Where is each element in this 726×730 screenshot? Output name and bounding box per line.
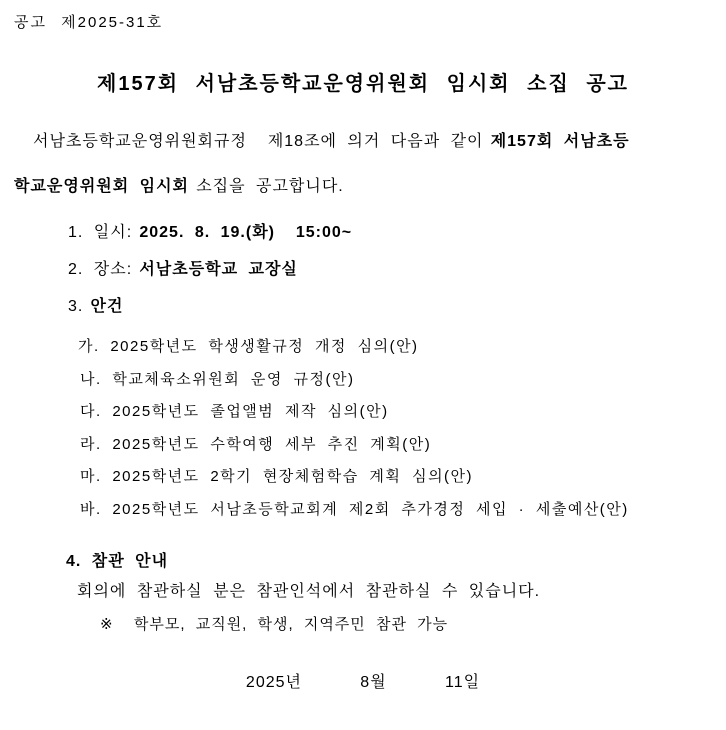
document-date: 2025년 8월 11일 — [245, 674, 481, 691]
intro-line-2-bold: 학교운영위원회 임시회 — [14, 178, 190, 195]
intro-line-1-bold: 제157회 서남초등 — [490, 133, 630, 150]
section4-body: 회의에 참관하실 분은 참관인석에서 참관하실 수 있습니다. — [77, 583, 541, 600]
item-location — [68, 259, 298, 281]
notice-number: 공고 제2025-31호 — [14, 14, 164, 31]
agenda-item-da: 다. 2025학년도 졸업앨범 제작 심의(안) — [80, 403, 389, 420]
agenda-item-ma: 마. 2025학년도 2학기 현장체험학습 계획 심의(안) — [80, 468, 474, 485]
intro-line-2-regular: 소집을 공고합니다. — [196, 178, 344, 195]
document-title: 제157회 서남초등학교운영위원회 임시회 소집 공고 — [97, 73, 629, 95]
item-agenda-value: 안건 — [90, 298, 124, 315]
item-agenda-heading — [68, 296, 123, 318]
section4-heading: 4. 참관 안내 — [66, 553, 169, 570]
agenda-item-ga: 가. 2025학년도 학생생활규정 개정 심의(안) — [78, 338, 419, 355]
agenda-item-ra: 라. 2025학년도 수학여행 세부 추진 계획(안) — [80, 436, 432, 453]
item-location-value: 서남초등학교 교장실 — [139, 261, 298, 278]
agenda-item-ba: 바. 2025학년도 서남초등학교회계 제2회 추가경정 세입 · 세출예산(안) — [80, 501, 629, 518]
intro-line-1-regular: 서남초등학교운영위원회규정 제18조에 의거 다음과 같이 — [33, 133, 484, 150]
item-datetime — [68, 222, 352, 244]
item-datetime-value: 2025. 8. 19.(화) 15:00~ — [139, 224, 353, 241]
item-location-label: 2. 장소: — [68, 261, 133, 278]
item-datetime-label: 1. 일시: — [68, 224, 133, 241]
section4-note: ※ 학부모, 교직원, 학생, 지역주민 참관 가능 — [100, 616, 449, 633]
intro-line-1 — [33, 131, 630, 153]
agenda-item-na: 나. 학교체육소위원회 운영 규정(안) — [80, 371, 355, 388]
item-agenda-label: 3. — [68, 298, 84, 315]
intro-line-2 — [14, 176, 344, 198]
